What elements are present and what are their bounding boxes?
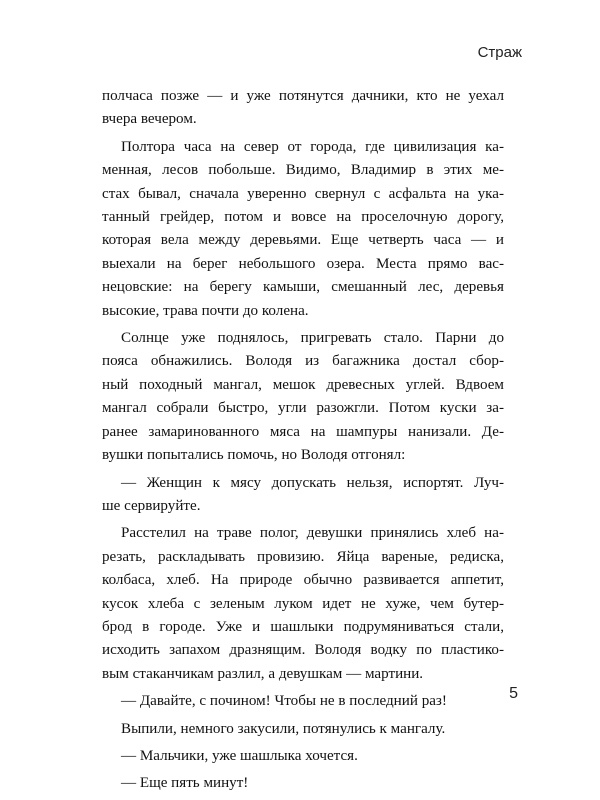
paragraph <box>102 745 504 768</box>
text-line: — Давайте, с почином! Чтобы не в последний раз! <box>121 693 447 710</box>
running-head-title: Страж <box>477 44 522 61</box>
text-line: — Мальчики, уже шашлыка хочется. <box>121 747 358 764</box>
paragraph <box>102 522 504 686</box>
text-line: вчера вечером. <box>102 111 197 128</box>
text-line: брод в городе. Уже и шашлыки подрумяниваться стали, <box>102 618 504 635</box>
text-line: Полтора часа на север от города, где цивилизация ка- <box>121 138 504 155</box>
paragraph <box>102 136 504 323</box>
text-line: нецовские: на берегу камыши, смешанный лес, деревья <box>102 279 504 296</box>
text-line: вым стаканчикам разлил, а девушкам — мартини. <box>102 665 424 682</box>
paragraph <box>102 327 504 467</box>
paragraph <box>102 772 504 795</box>
text-line: менная, лесов побольше. Видимо, Владимир в этих ме- <box>102 162 504 179</box>
text-line: стах бывал, сначала уверенно свернул с асфальта на ука- <box>102 185 504 202</box>
text-line: Выпили, немного закусили, потянулись к мангалу. <box>121 720 446 737</box>
text-line: резать, раскладывать провизию. Яйца вареные, редиска, <box>102 548 504 565</box>
text-line: высокие, трава почти до колена. <box>102 302 309 319</box>
text-line: — Женщин к мясу допускать нельзя, испортят. Луч- <box>121 474 504 491</box>
text-line: ранее замаринованного мяса на шампуры нанизали. Де- <box>102 423 504 440</box>
text-line: танный грейдер, потом и вовсе на проселочную дорогу, <box>102 209 504 226</box>
text-line: вушки попытались помочь, но Володя отгонял: <box>102 447 406 464</box>
text-line: мангал собрали быстро, угли разожгли. Потом куски за- <box>102 400 504 417</box>
paragraph <box>102 690 504 713</box>
paragraph <box>102 472 504 519</box>
page-number: 5 <box>509 685 518 702</box>
paragraph <box>102 85 504 132</box>
text-line: ше сервируйте. <box>102 497 201 514</box>
body-text <box>102 85 504 800</box>
text-line: полчаса позже — и уже потянутся дачники, кто не уехал <box>102 88 504 104</box>
text-line: пояса обнажились. Володя из багажника достал сбор- <box>102 353 504 370</box>
text-line: Солнце уже поднялось, пригревать стало. Парни до <box>121 330 504 347</box>
text-line: кусок хлеба с зеленым луком идет не хуже, чем бутер- <box>102 595 504 612</box>
text-line: выехали на берег небольшого озера. Места прямо вас- <box>102 255 504 272</box>
text-line: Расстелил на траве полог, девушки принялись хлеб на- <box>121 525 504 542</box>
text-line: — Еще пять минут! <box>121 775 249 792</box>
text-line: ный походный мангал, мешок древесных углей. Вдвоем <box>102 376 504 393</box>
paragraph <box>102 718 504 741</box>
text-line: колбаса, хлеб. На природе обычно развивается аппетит, <box>102 572 504 589</box>
text-line: исходить запахом дразнящим. Володя водку по пластико- <box>102 642 504 659</box>
text-line: которая вела между деревьями. Еще четверть часа — и <box>102 232 504 249</box>
